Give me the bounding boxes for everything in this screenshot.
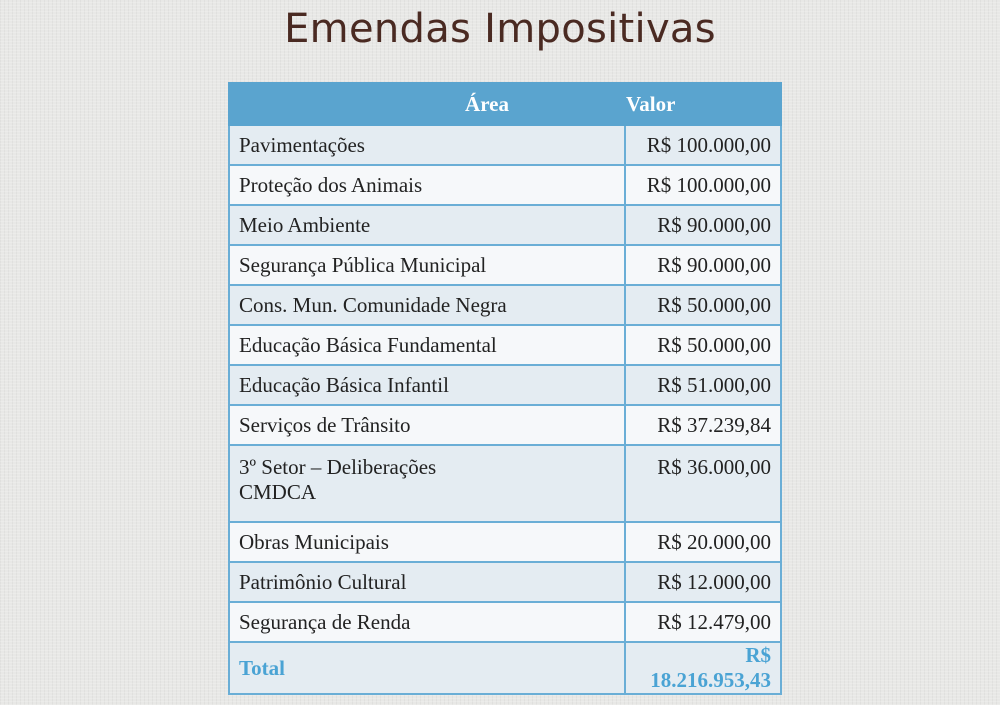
cell-valor: R$ 50.000,00 bbox=[625, 285, 781, 325]
page-title: Emendas Impositivas bbox=[284, 6, 716, 52]
table-row bbox=[229, 245, 781, 285]
cell-valor: R$ 90.000,00 bbox=[625, 205, 781, 245]
table-row bbox=[229, 562, 781, 602]
table-row bbox=[229, 285, 781, 325]
cell-area: Segurança Pública Municipal bbox=[229, 245, 625, 285]
table-row bbox=[229, 365, 781, 405]
cell-area: Meio Ambiente bbox=[229, 205, 625, 245]
cell-valor: R$ 36.000,00 bbox=[625, 445, 781, 522]
emendas-table bbox=[228, 82, 782, 695]
cell-area: Pavimentações bbox=[229, 125, 625, 165]
table-row bbox=[229, 165, 781, 205]
cell-valor: R$ 20.000,00 bbox=[625, 522, 781, 562]
cell-area: Serviços de Trânsito bbox=[229, 405, 625, 445]
cell-area: Patrimônio Cultural bbox=[229, 562, 625, 602]
cell-valor: R$ 12.000,00 bbox=[625, 562, 781, 602]
cell-valor: R$ 50.000,00 bbox=[625, 325, 781, 365]
column-header-valor: Valor bbox=[625, 83, 781, 125]
cell-valor: R$ 100.000,00 bbox=[625, 125, 781, 165]
cell-area: 3º Setor – Deliberações CMDCA bbox=[229, 445, 625, 522]
table-total-row bbox=[229, 642, 781, 694]
cell-area: Proteção dos Animais bbox=[229, 165, 625, 205]
cell-area: Educação Básica Infantil bbox=[229, 365, 625, 405]
cell-area: Segurança de Renda bbox=[229, 602, 625, 642]
cell-area: Obras Municipais bbox=[229, 522, 625, 562]
total-label: Total bbox=[229, 642, 625, 694]
table-row bbox=[229, 205, 781, 245]
cell-area: Cons. Mun. Comunidade Negra bbox=[229, 285, 625, 325]
table-row bbox=[229, 405, 781, 445]
cell-valor: R$ 51.000,00 bbox=[625, 365, 781, 405]
cell-area: Educação Básica Fundamental bbox=[229, 325, 625, 365]
table-header-row bbox=[229, 83, 781, 125]
table-row bbox=[229, 602, 781, 642]
cell-valor: R$ 90.000,00 bbox=[625, 245, 781, 285]
table-row bbox=[229, 125, 781, 165]
table-row bbox=[229, 325, 781, 365]
table-row bbox=[229, 445, 781, 522]
table-row bbox=[229, 522, 781, 562]
cell-valor: R$ 12.479,00 bbox=[625, 602, 781, 642]
column-header-area: Área bbox=[229, 83, 625, 125]
cell-valor: R$ 100.000,00 bbox=[625, 165, 781, 205]
cell-valor: R$ 37.239,84 bbox=[625, 405, 781, 445]
total-valor: R$ 18.216.953,43 bbox=[625, 642, 781, 694]
